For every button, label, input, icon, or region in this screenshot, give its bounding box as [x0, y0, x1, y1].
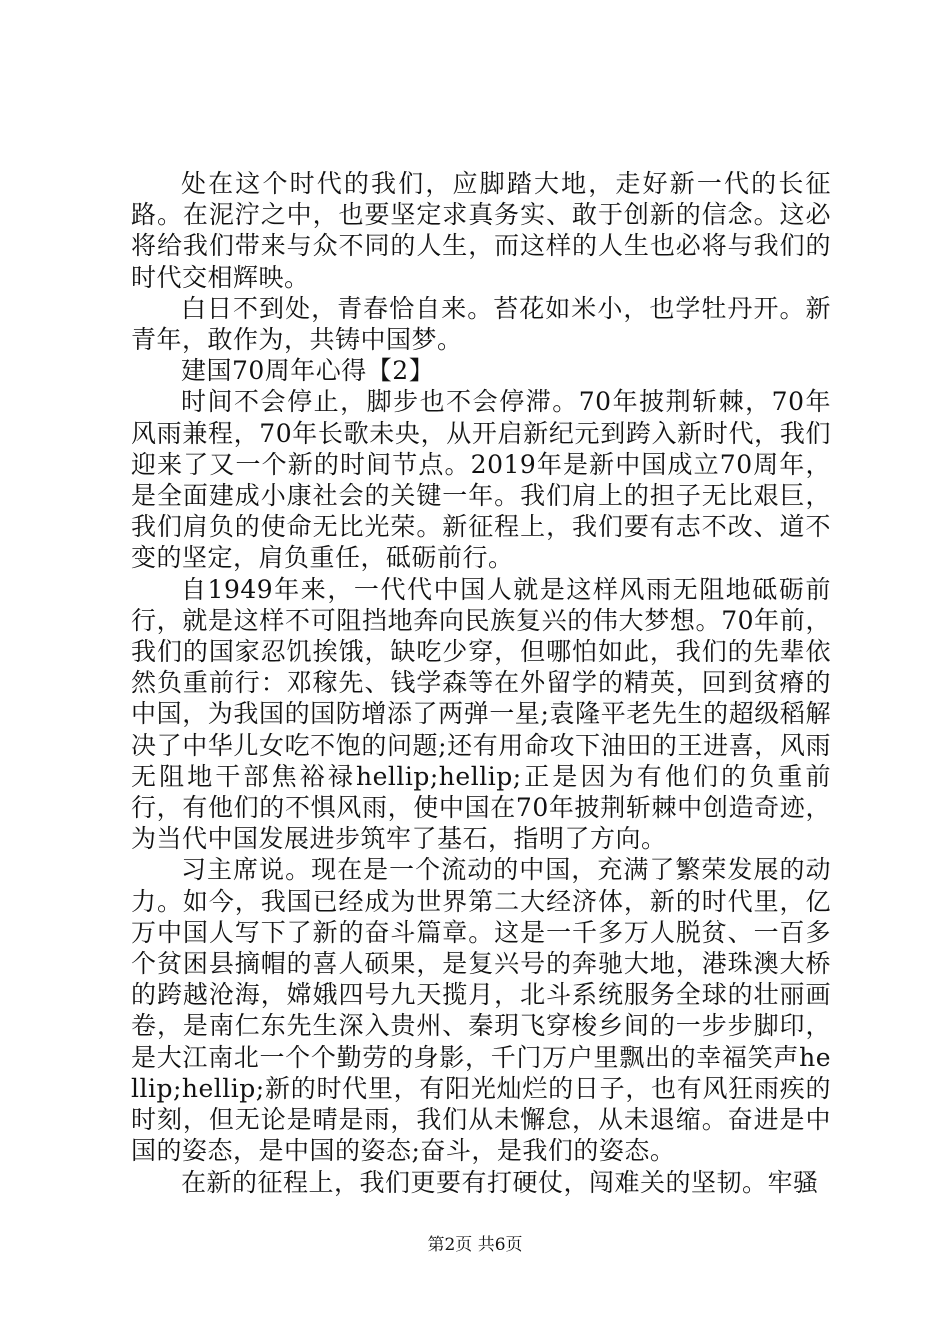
paragraph-2: 白日不到处，青春恰自来。苔花如米小，也学牡丹开。新青年，敢作为，共铸中国梦。	[131, 293, 831, 355]
paragraph-5: 习主席说。现在是一个流动的中国，充满了繁荣发展的动力。如今，我国已经成为世界第二大经济体，新的时代里，亿万中国人写下了新的奋斗篇章。这是一千多万人脱贫、一百多个贫困县摘帽的喜人硕果，是复兴号的奔驰大地，港珠澳大桥的跨越沧海，嫦娥四号九天揽月，北斗系统服务全球的壮丽画卷，是南仁东先生深入贵州、秦玥飞穿梭乡间的一步步脚印，是大江南北一个个勤劳的身影，千门万户里飘出的幸福笑声hellip;hellip;新的时代里，有阳光灿烂的日子，也有风狂雨疾的时刻，但无论是晴是雨，我们从未懈怠，从未退缩。奋进是中国的姿态，是中国的姿态;奋斗，是我们的姿态。	[131, 855, 831, 1166]
section-heading: 建国70周年心得【2】	[181, 356, 435, 386]
document-body	[131, 168, 831, 1198]
page-footer: 第2页 共6页	[427, 1235, 523, 1255]
paragraph-3: 时间不会停止，脚步也不会停滞。70年披荆斩棘，70年风雨兼程，70年长歌未央，从开启新纪元到跨入新时代，我们迎来了又一个新的时间节点。2019年是新中国成立70周年，是全面建成小康社会的关键一年。我们肩上的担子无比艰巨，我们肩负的使命无比光荣。新征程上，我们要有志不改、道不变的坚定，肩负重任，砥砺前行。	[131, 387, 831, 573]
paragraph-4: 自1949年来，一代代中国人就是这样风雨无阻地砥砺前行，就是这样不可阻挡地奔向民族复兴的伟大梦想。70年前，我们的国家忍饥挨饿，缺吃少穿，但哪怕如此，我们的先辈依然负重前行：邓稼先、钱学森等在外留学的精英，回到贫瘠的中国，为我国的国防增添了两弹一星;袁隆平老先生的超级稻解决了中华儿女吃不饱的问题;还有用命攻下油田的王进喜，风雨无阻地干部焦裕禄hellip;hellip;正是因为有他们的负重前行，有他们的不惧风雨，使中国在70年披荆斩棘中创造奇迹，为当代中国发展进步筑牢了基石，指明了方向。	[131, 574, 831, 854]
paragraph-1: 处在这个时代的我们，应脚踏大地，走好新一代的长征路。在泥泞之中，也要坚定求真务实、敢于创新的信念。这必将给我们带来与众不同的人生，而这样的人生也必将与我们的时代交相辉映。	[131, 169, 831, 292]
paragraph-6: 在新的征程上，我们更要有打硬仗，闯难关的坚韧。牢骚	[181, 1167, 819, 1197]
